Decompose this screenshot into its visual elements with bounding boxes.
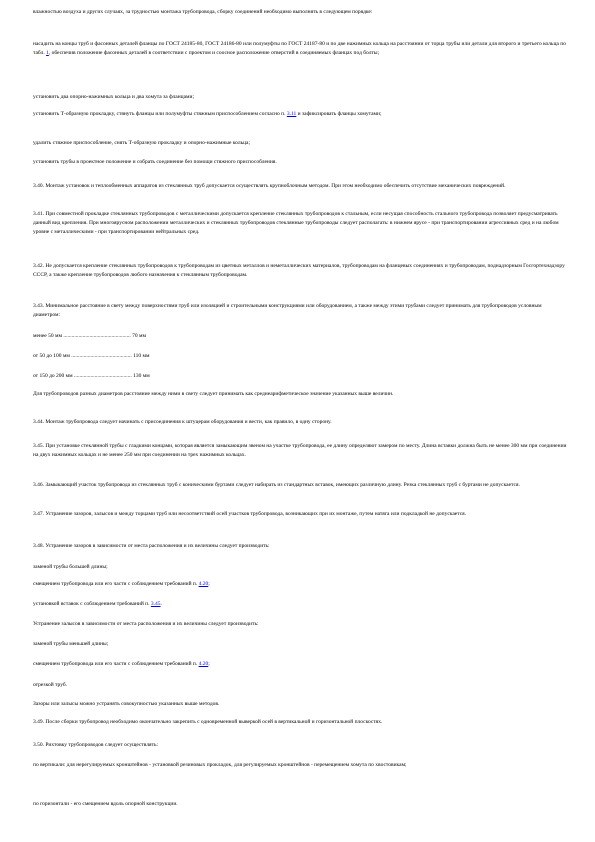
paragraph (33, 761, 568, 770)
paragraph-text: 3.44. Монтаж трубопровода следует начинать с присоединения к штуцерам оборудования и вести, как правило, в одну сторону. (33, 419, 332, 425)
paragraph-text: 3.46. Замыкающий участок трубопровода из стеклянных труб с коническими буртами следует набирать из стандартных вставок, имеющих различную длину. Резка стеклянных труб с буртами не допускается. (33, 482, 520, 488)
paragraph-text: от 150 до 200 мм .......................................... 130 мм (33, 373, 150, 379)
paragraph (33, 158, 568, 167)
paragraph-text: 3.42. Не допускается крепление стеклянных трубопроводов к трубопроводам из цветных металлов и неметаллических материалов, трубопроводам на фланцевых соединениях и трубопроводам, поднадзорным Госгортехнадзору СССР, а также крепление трубопроводов любого назначения к стеклянным трубопроводам. (33, 263, 565, 278)
paragraph (33, 563, 568, 572)
paragraph-text: смещением трубопровода или его части с соблюдением требований п. (33, 661, 199, 667)
paragraph (33, 580, 568, 589)
paragraph-text: менее 50 мм ................................................. 70 мм (33, 333, 146, 339)
paragraph (33, 718, 568, 727)
paragraph (33, 442, 568, 460)
paragraph-text-tail: . (160, 601, 162, 607)
paragraph-text: влажностью воздуха и других случаях, за трудностью монтажа трубопровода, сборку соединений необходимо выполнять в следующем порядке: (33, 9, 373, 15)
paragraph-text: 3.47. Устранение зазоров, залысов и между торцами труб или несоответствий осей участков трубопровода, возникающих при их монтаже, путем натяга или подкладкой не допускается. (33, 511, 467, 517)
paragraph-text: смещением трубопровода или его части с соблюдением требований п. (33, 581, 199, 587)
paragraph-text: 3.41. При совместной прокладке стеклянных трубопроводов с металлическими допускается крепление стеклянных трубопроводов к стальным, если несущая способность стального трубопровода позволяет предусматривать данный вид крепления. При многоярусном расположении металлических и стеклянных трубопроводов стеклянные трубопроводы следует располагать: в нижнем ярусе - при транспортировании агрессивных сред и на любом уровне с металлическими - при транспортировании нейтральных сред. (33, 211, 559, 235)
paragraph (33, 542, 568, 551)
paragraph-text: 3.43. Минимальное расстояние в свету между поверхностями труб или изоляцией и строительными конструкциями или оборудованием, а также между этими трубами следует принимать для трубопроводов условным диаметром: (33, 303, 542, 318)
paragraph-text: отрезкой труб. (33, 682, 68, 688)
paragraph (33, 210, 568, 236)
paragraph (33, 700, 568, 709)
paragraph (33, 640, 568, 649)
paragraph-text: заменой трубы меньшей длины; (33, 641, 109, 647)
paragraph (33, 262, 568, 280)
paragraph-text-tail: ; (208, 581, 210, 587)
paragraph-text: 3.40. Монтаж установок и теплообменных аппаратов из стеклянных труб допускается осуществлять крупноблочным методом. При этом необходимо обеспечить отсутствие механических повреждений. (33, 183, 506, 189)
reference-link[interactable]: 1 (46, 49, 49, 56)
reference-link[interactable]: 3.45 (150, 601, 161, 607)
paragraph-text-tail: , обеспечив положение фасонных деталей в соответствии с проектом и соосное расположение отверстий в соединяемых фланцах под болты; (48, 49, 380, 56)
reference-link[interactable]: 4.20 (198, 661, 209, 667)
paragraph-text: установить два опорно-нажимных кольца и два хомута за фланцами; (33, 94, 194, 100)
paragraph (33, 302, 568, 320)
paragraph (33, 110, 568, 119)
paragraph-text: удалить стяжное приспособление, снять Т-образную прокладку и опорно-нажимные кольца; (33, 140, 251, 146)
paragraph-text: заменой трубы большей длины; (33, 564, 108, 570)
paragraph (33, 332, 568, 341)
paragraph-text: установить трубы в проектное положение и собрать соединение без помощи стяжного приспособления. (33, 159, 277, 165)
paragraph (33, 139, 568, 148)
paragraph-text: 3.45. При установке стеклянной трубы с гладкими концами, которая является замыкающим звеном на участке трубопровода, ее длину определяют замером по месту. Длина вставки должна быть не менее 300 мм при соединении на двух нажимных кольцах и не менее 250 мм при соединении на трех нажимных кольцах. (33, 443, 567, 458)
paragraph (33, 182, 568, 191)
paragraph-text: по вертикали: для нерегулируемых кронштейнов - установкой резиновых прокладок, для регулируемых кронштейнов - перемещением хомута по хвостовикам; (33, 762, 407, 768)
paragraph-text: насадить на концы труб и фасонных деталей фланцы по ГОСТ 24185-80, ГОСТ 24186-80 или полумуфты по ГОСТ 24187-80 и по две нажимных кольца на расстоянии от торца трубы или детали для второго и третьего кольца по табл. (33, 41, 566, 56)
paragraph (33, 390, 568, 399)
paragraph (33, 681, 568, 690)
paragraph-text-tail: ; (208, 661, 210, 667)
paragraph (33, 8, 568, 17)
paragraph-text: 3.48. Устранение зазоров в зависимости от места расположения и их величины следует производить: (33, 543, 270, 549)
reference-link[interactable]: 3.11 (286, 111, 297, 117)
paragraph (33, 510, 568, 519)
paragraph (33, 93, 568, 102)
paragraph-text: по горизонтали - его смещением вдоль опорной конструкции. (33, 801, 178, 807)
paragraph-text: установить Т-образную прокладку, стянуть фланцы или полумуфты стяжным приспособлением согласно п. (33, 111, 287, 117)
paragraph-text: 3.49. После сборки трубопровод необходимо окончательно закрепить с одновременной выверкой осей в вертикальной и горизонтальной плоскостях. (33, 719, 383, 725)
paragraph-text: Для трубопроводов разных диаметров расстояние между ними в свету следует принимать как среднеарифметическое значение указанных выше величин. (33, 391, 394, 397)
paragraph-text: установкой вставок с соблюдением требований п. (33, 601, 151, 607)
paragraph-text-tail: и зафиксировать фланцы хомутами; (296, 111, 382, 117)
paragraph-text: от 50 до 100 мм ............................................ 110 мм (33, 353, 150, 359)
paragraph (33, 741, 568, 750)
paragraph (33, 800, 568, 809)
paragraph (33, 660, 568, 669)
reference-link[interactable]: 4.20 (198, 581, 209, 587)
paragraph (33, 40, 568, 58)
paragraph (33, 481, 568, 490)
paragraph (33, 620, 568, 629)
paragraph-text: Зазоры или залысы можно устранять совокупностью указанных выше методов. (33, 701, 220, 707)
paragraph (33, 352, 568, 361)
paragraph-text: 3.50. Рихтовку трубопроводов следует осуществлять: (33, 742, 159, 748)
paragraph (33, 600, 568, 609)
paragraph (33, 418, 568, 427)
paragraph (33, 372, 568, 381)
paragraph-text: Устранение залысов в зависимости от места расположения и их величины следует производить: (33, 621, 259, 627)
